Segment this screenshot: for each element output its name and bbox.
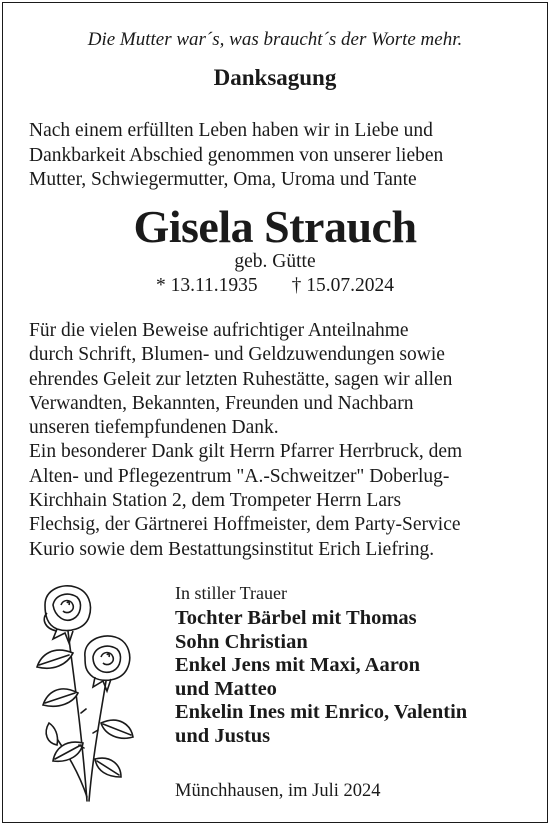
maiden-name: geb. Gütte xyxy=(234,251,316,272)
intro-line: Nach einem erfüllten Leben haben wir in Liebe und xyxy=(29,120,433,141)
thanks-line: Kurio sowie dem Bestattungsinstitut Erich Liefring. xyxy=(29,538,435,560)
death-date: † 15.07.2024 xyxy=(291,275,395,296)
thanks-line: unseren tiefempfundenen Dank. xyxy=(29,417,279,439)
birth-date: * 13.11.1935 xyxy=(155,275,258,296)
thanks-line: durch Schrift, Blumen- und Geldzuwendungen sowie xyxy=(29,344,445,366)
family-line: Enkelin Ines mit Enrico, Valentin xyxy=(175,701,468,724)
mourning-intro: In stiller Trauer xyxy=(175,583,287,603)
thanks-line: Für die vielen Beweise aufrichtiger Anteilnahme xyxy=(29,320,409,341)
roses-icon xyxy=(23,583,143,805)
thanks-line: Kirchhain Station 2, dem Trompeter Herrn Lars xyxy=(29,490,402,512)
thanks-line: Ein besonderer Dank gilt Herrn Pfarrer Herrbruck, dem xyxy=(29,441,463,463)
thanks-line: ehrendes Geleit zur letzten Ruhestätte, sagen wir allen xyxy=(29,368,453,390)
obituary-notice xyxy=(2,2,548,823)
thanks-paragraph xyxy=(29,319,539,562)
family-list xyxy=(175,607,545,749)
thanks-line: Verwandten, Bekannten, Freunden und Nachbarn xyxy=(29,392,414,414)
family-line: und Justus xyxy=(175,724,271,747)
motto: Die Mutter war´s, was braucht´s der Worte mehr. xyxy=(87,29,463,50)
thanks-line: Alten- und Pflegezentrum "A.-Schweitzer" Doberlug- xyxy=(29,465,450,487)
family-line: und Matteo xyxy=(175,677,277,700)
deceased-name: Gisela Strauch xyxy=(133,201,417,252)
life-dates xyxy=(3,275,547,297)
intro-paragraph xyxy=(29,119,529,193)
intro-line: Dankbarkeit Abschied genommen von unserer lieben xyxy=(29,144,444,166)
thanks-line: Flechsig, der Gärtnerei Hoffmeister, dem Party-Service xyxy=(29,514,461,536)
family-line: Sohn Christian xyxy=(175,630,308,653)
family-line: Enkel Jens mit Maxi, Aaron xyxy=(175,654,421,677)
place-date: Münchhausen, im Juli 2024 xyxy=(175,781,381,801)
intro-line: Mutter, Schwiegermutter, Oma, Uroma und Tante xyxy=(29,169,417,190)
family-line: Tochter Bärbel mit Thomas xyxy=(175,607,417,629)
heading-danksagung: Danksagung xyxy=(213,65,337,90)
